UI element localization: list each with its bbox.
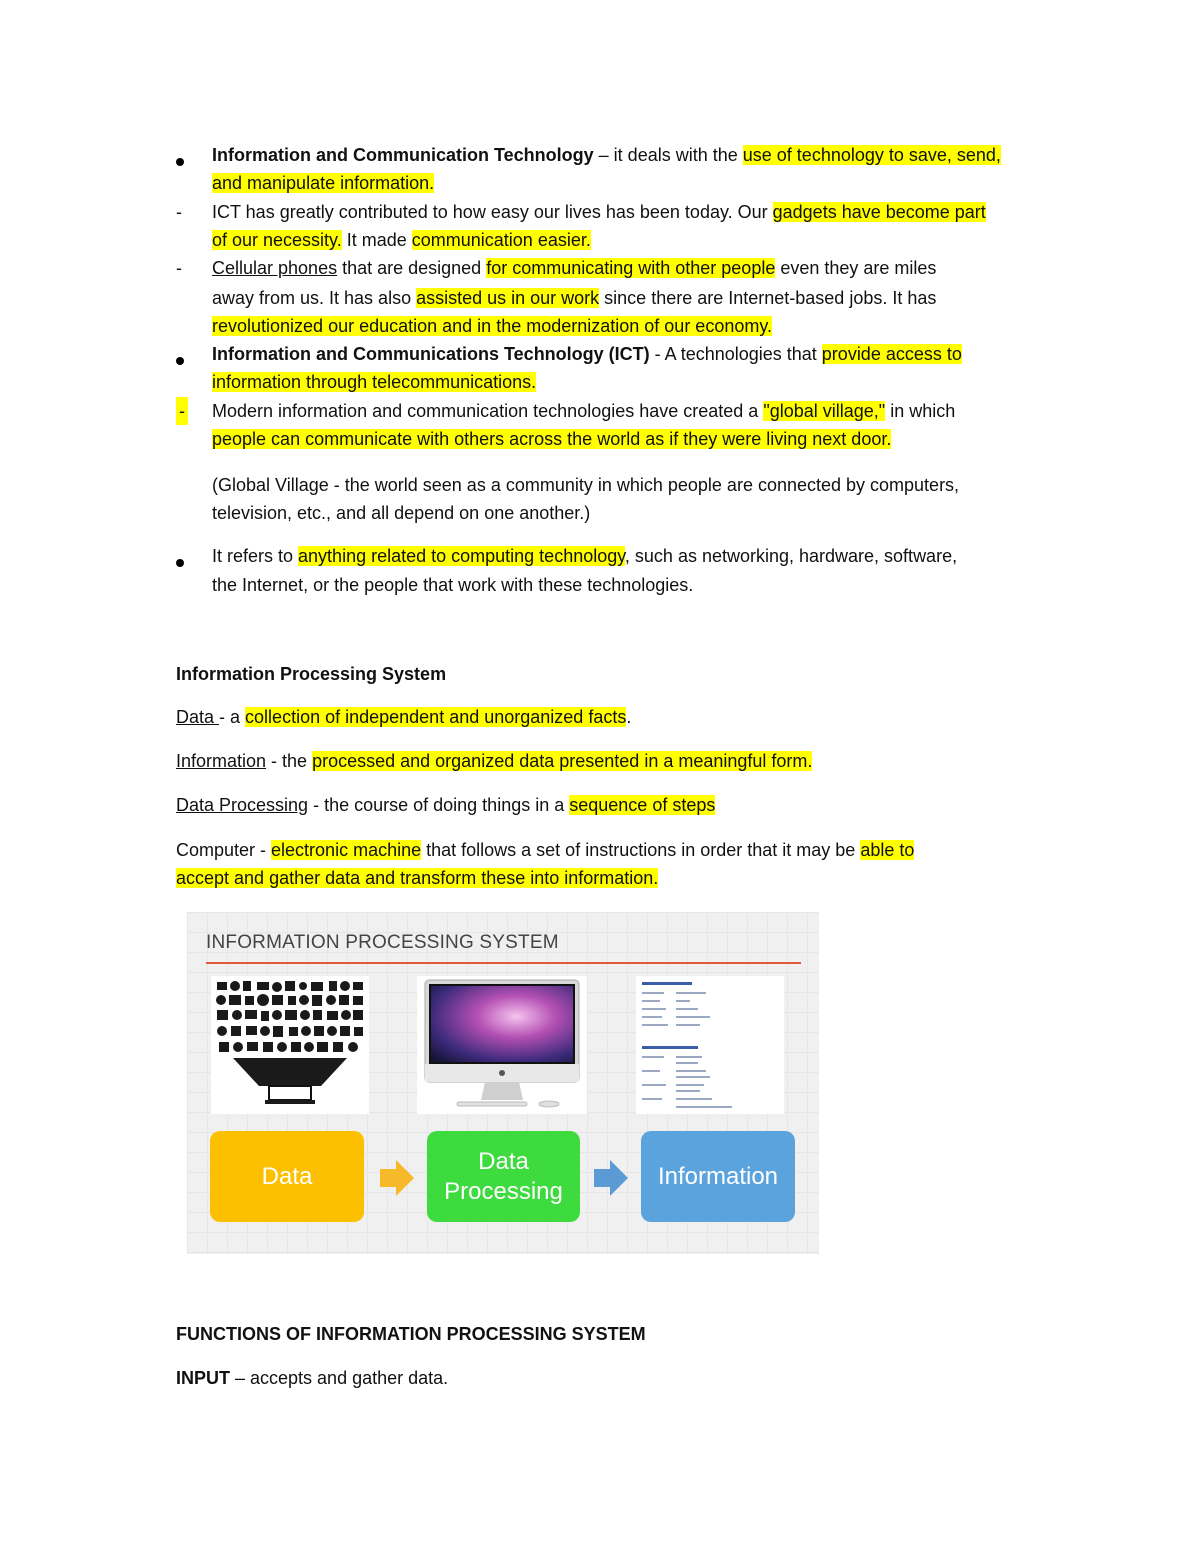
icons-collage-image — [211, 976, 369, 1114]
paragraph-ict-definition: Information and Communication Technology – it deals with the use of technology to save, send, — [212, 145, 1001, 165]
definition-data-processing: Data Processing - the course of doing things in a sequence of steps — [176, 795, 716, 815]
desktop-computer-image — [417, 976, 587, 1114]
dash-marker: - — [176, 397, 188, 425]
divider — [206, 962, 801, 964]
data-box: Data — [210, 1131, 364, 1222]
document-icon — [636, 976, 784, 1114]
note-global-village: (Global Village - the world seen as a community in which people are connected by computers, — [212, 475, 960, 495]
diagram-title: INFORMATION PROCESSING SYSTEM — [206, 932, 559, 953]
paragraph-line: people can communicate with others across the world as if they were living next door. — [212, 429, 892, 449]
paragraph-line: information through telecommunications. — [212, 372, 537, 392]
paragraph-computing-technology: It refers to anything related to computing technology, such as networking, hardware, software, — [212, 546, 958, 566]
dash-marker: - — [176, 258, 182, 278]
information-box: Information — [641, 1131, 795, 1222]
paragraph-ict-contribution: ICT has greatly contributed to how easy our lives has been today. Our gadgets have become part — [212, 202, 986, 222]
paragraph-line: away from us. It has also assisted us in our work since there are Internet-based jobs. It has — [212, 288, 937, 308]
heading-functions: FUNCTIONS OF INFORMATION PROCESSING SYSTEM — [176, 1324, 646, 1344]
paragraph-line: accept and gather data and transform these into information. — [176, 868, 659, 888]
icons-collage-graphic — [211, 976, 369, 1114]
bullet-icon — [176, 345, 184, 373]
information-document-image — [636, 976, 784, 1114]
definition-information: Information - the processed and organized data presented in a meaningful form. — [176, 751, 813, 771]
paragraph-line: revolutionized our education and in the modernization of our economy. — [212, 316, 773, 336]
data-processing-box: Data Processing — [427, 1131, 580, 1222]
heading-ips: Information Processing System — [176, 664, 447, 684]
term: Information and Communication Technology — [212, 145, 594, 165]
bullet-icon — [176, 146, 184, 174]
note-line: television, etc., and all depend on one another.) — [212, 503, 591, 523]
definition-computer: Computer - electronic machine that follows a set of instructions in order that it may be able to — [176, 840, 915, 860]
dash-marker: - — [176, 202, 182, 222]
definition-data: Data - a collection of independent and unorganized facts. — [176, 707, 632, 727]
paragraph-line: of our necessity. It made communication easier. — [212, 230, 591, 250]
paragraph-line: the Internet, or the people that work with these technologies. — [212, 575, 694, 595]
paragraph-line: and manipulate information. — [212, 173, 435, 193]
paragraph-ict-telecom: Information and Communications Technology (ICT) - A technologies that provide access to — [212, 344, 962, 364]
paragraph-cellular-phones: Cellular phones that are designed for communicating with other people even they are miles — [212, 258, 937, 278]
ips-diagram — [187, 912, 819, 1254]
function-input: INPUT – accepts and gather data. — [176, 1368, 449, 1388]
paragraph-global-village: Modern information and communication technologies have created a "global village," in which — [212, 401, 956, 421]
bullet-icon — [176, 547, 184, 575]
computer-icon — [417, 976, 587, 1114]
